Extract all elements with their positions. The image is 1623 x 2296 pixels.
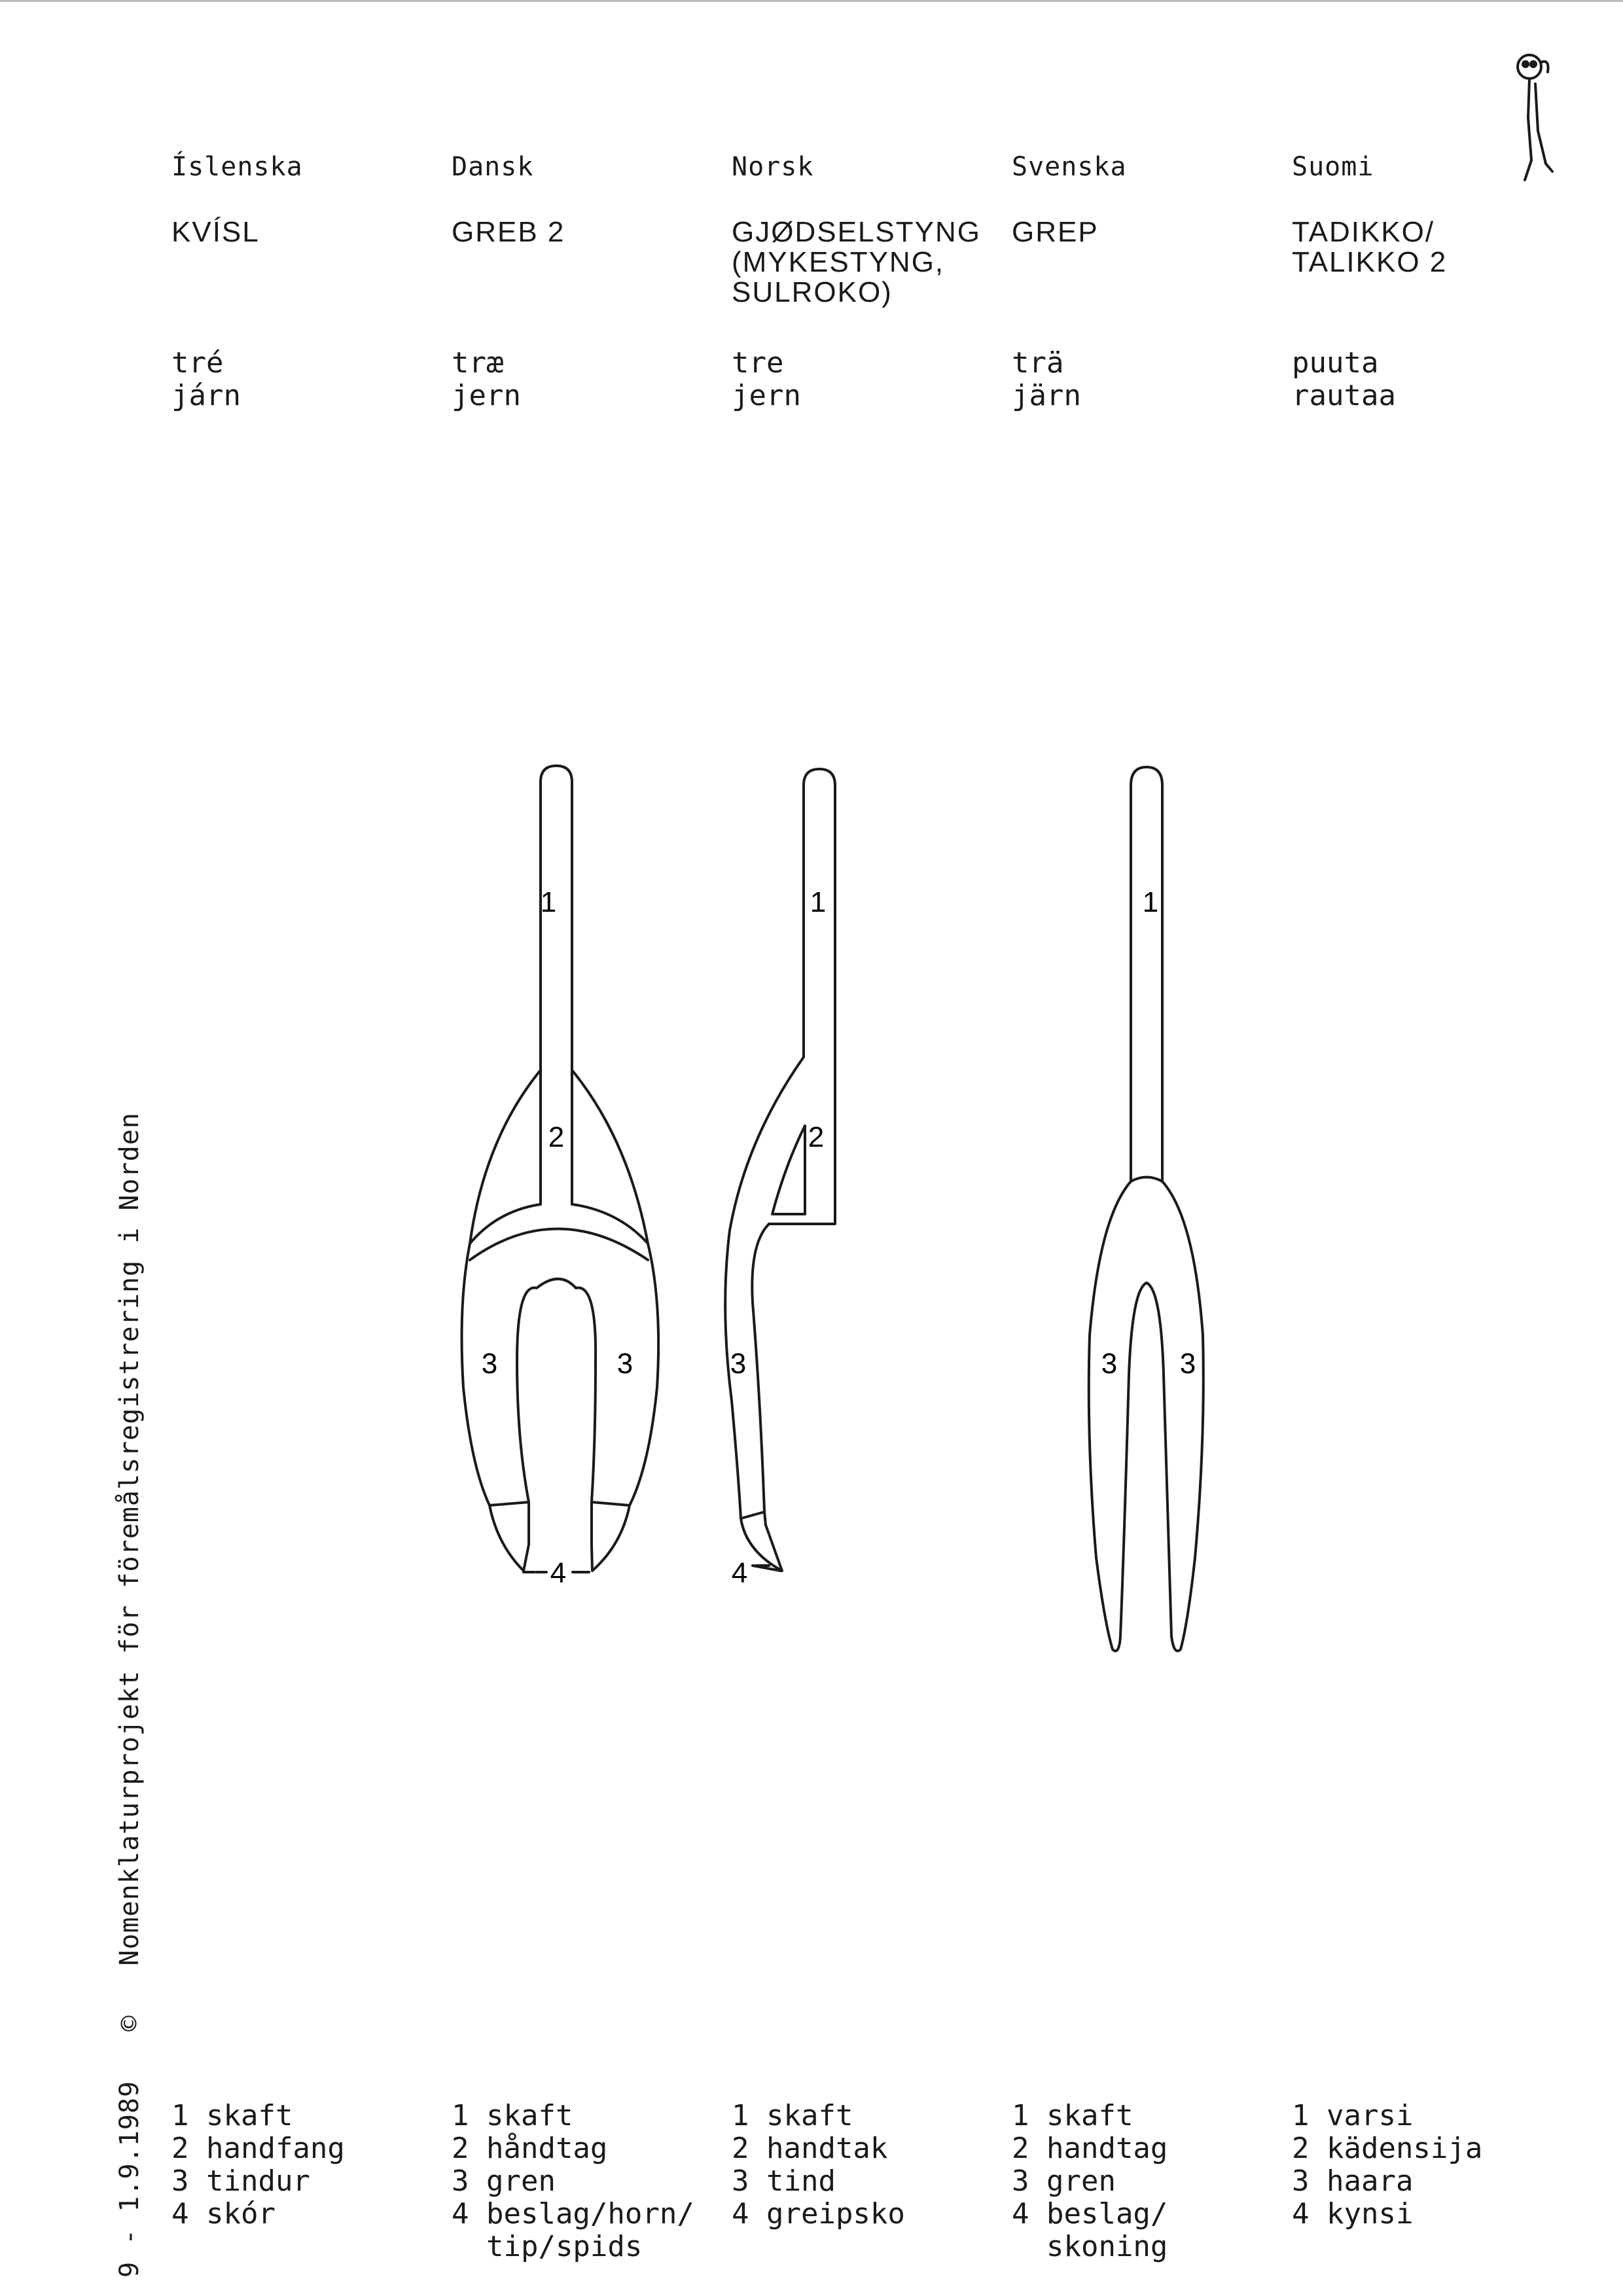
term-swedish: GREP <box>1012 216 1099 248</box>
fork1-label-1: 1 <box>540 886 557 918</box>
fork2-label-1: 1 <box>810 886 827 918</box>
part-3: 3 tindur <box>171 2164 310 2198</box>
language-heading-norwegian: Norsk <box>732 152 814 182</box>
part-2: 2 håndtag <box>452 2132 608 2165</box>
fork1-label-3-right: 3 <box>616 1348 633 1380</box>
fork3-label-3-right: 3 <box>1179 1348 1196 1380</box>
part-3: 3 gren <box>452 2164 556 2198</box>
fork2-label-3: 3 <box>730 1348 747 1380</box>
material-iron: jern <box>732 379 801 412</box>
part-2: 2 kädensija <box>1292 2132 1483 2165</box>
part-2: 2 handtag <box>1012 2132 1168 2165</box>
material-iron: rautaa <box>1292 379 1396 412</box>
fork3-label-3-left: 3 <box>1101 1348 1118 1380</box>
part-1: 1 varsi <box>1292 2099 1414 2132</box>
fork1-label-3-left: 3 <box>481 1348 498 1380</box>
part-3: 3 gren <box>1012 2164 1116 2198</box>
part-1: 1 skaft <box>1012 2099 1133 2132</box>
part-1: 1 skaft <box>452 2099 573 2132</box>
part-2: 2 handtak <box>732 2132 888 2165</box>
material-iron: järn <box>1012 379 1081 412</box>
fork2-label-4: 4 <box>731 1557 748 1589</box>
material-wood: tré <box>171 346 224 380</box>
part-2: 2 handfang <box>171 2132 345 2165</box>
part-4: 4 beslag/ skoning <box>1012 2197 1168 2263</box>
part-1: 1 skaft <box>171 2099 293 2132</box>
fork-drawing-1 <box>462 766 659 1572</box>
material-iron: jern <box>452 379 521 412</box>
part-3: 3 tind <box>732 2164 836 2198</box>
language-heading-finnish: Suomi <box>1292 152 1374 182</box>
fork3-label-1: 1 <box>1142 886 1159 918</box>
nomenclature-project-mascot-icon <box>1518 55 1552 180</box>
part-4: 4 skór <box>171 2197 276 2231</box>
part-1: 1 skaft <box>732 2099 853 2132</box>
material-iron: járn <box>171 379 241 412</box>
term-norwegian: GJØDSELSTYNG (MYKESTYNG, SULROKO) <box>732 216 981 308</box>
material-wood: tre <box>732 346 784 380</box>
part-3: 3 haara <box>1292 2164 1414 2198</box>
fork1-label-2: 2 <box>548 1121 565 1153</box>
sidebar-copyright: 9 - 1.9.1989 © Nomenklaturprojekt för föremålsregistrering i Norden <box>115 1112 145 2278</box>
material-wood: træ <box>452 346 504 380</box>
fork2-label-2: 2 <box>808 1121 825 1153</box>
part-4: 4 greipsko <box>732 2197 905 2231</box>
term-finnish: TADIKKO/ TALIKKO 2 <box>1292 216 1448 278</box>
part-4: 4 kynsi <box>1292 2197 1414 2231</box>
language-heading-swedish: Svenska <box>1012 152 1127 182</box>
term-danish: GREB 2 <box>452 216 565 248</box>
material-wood: puuta <box>1292 346 1379 380</box>
language-heading-icelandic: Íslenska <box>171 152 303 182</box>
language-heading-danish: Dansk <box>452 152 534 182</box>
term-icelandic: KVÍSL <box>171 216 260 248</box>
fork1-label-4: 4 <box>550 1557 567 1589</box>
material-wood: trä <box>1012 346 1064 380</box>
part-4: 4 beslag/horn/ tip/spids <box>452 2197 694 2263</box>
